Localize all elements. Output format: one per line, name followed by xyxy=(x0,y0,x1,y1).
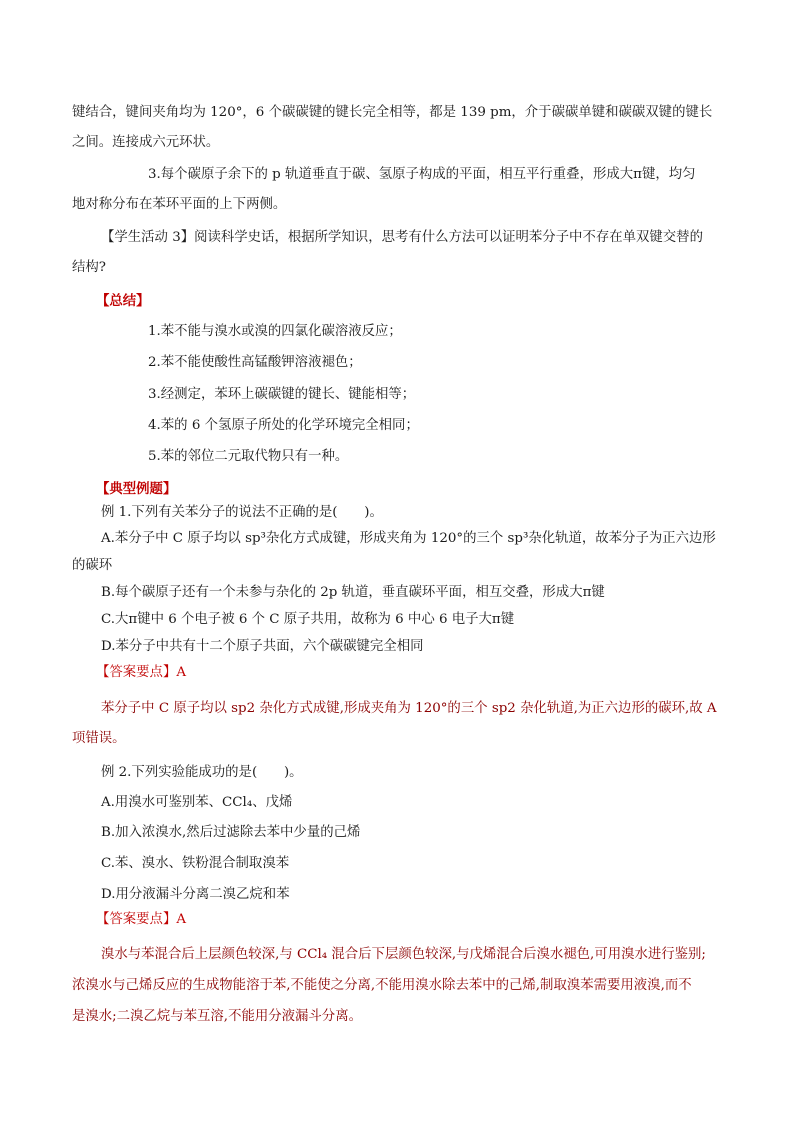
example-1-option-b: B.每个碳原子还有一个未参与杂化的 2p 轨道，垂直碳环平面，相互交叠，形成大π键 xyxy=(101,585,605,600)
example-2-option-c: C.苯、溴水、铁粉混合制取溴苯 xyxy=(101,856,290,871)
example-1-stem: 例 1.下列有关苯分子的说法不正确的是( )。 xyxy=(101,505,383,520)
intro-line-2: 之间。连接成六元环状。 xyxy=(72,135,220,150)
point-3-line-2: 地对称分布在苯环平面的上下两侧。 xyxy=(72,197,287,212)
example-1-option-d: D.苯分子中共有十二个原子共面，六个碳碳键完全相同 xyxy=(101,639,424,654)
example-2-explanation-line-3: 是溴水;二溴乙烷与苯互溶,不能用分液漏斗分离。 xyxy=(72,1009,362,1024)
example-2-option-a: A.用溴水可鉴别苯、CCl₄、戊烯 xyxy=(101,795,293,810)
student-activity-line-1: 【学生活动 3】阅读科学史话，根据所学知识，思考有什么方法可以证明苯分子中不存在单双键交替的 xyxy=(101,230,703,245)
example-2-answer-label: 【答案要点】A xyxy=(96,912,187,927)
example-1-explanation-line-2: 项错误。 xyxy=(72,731,126,746)
summary-item-5: 5.苯的邻位二元取代物只有一种。 xyxy=(148,449,349,464)
example-2-explanation-line-2: 浓溴水与己烯反应的生成物能溶于苯,不能使之分离,不能用溴水除去苯中的己烯,制取溴苯需要用液溴,而不 xyxy=(72,978,692,993)
student-activity-line-2: 结构? xyxy=(72,260,106,275)
example-2-stem: 例 2.下列实验能成功的是( )。 xyxy=(101,765,303,780)
example-1-option-a-line-2: 的碳环 xyxy=(72,558,113,573)
example-2-explanation-line-1: 溴水与苯混合后上层颜色较深,与 CCl₄ 混合后下层颜色较深,与戊烯混合后溴水褪色,可用溴水进行鉴别; xyxy=(101,947,706,962)
example-2-option-d: D.用分液漏斗分离二溴乙烷和苯 xyxy=(101,887,290,902)
example-1-explanation-line-1: 苯分子中 C 原子均以 sp2 杂化方式成键,形成夹角为 120°的三个 sp2 杂化轨道,为正六边形的碳环,故 A xyxy=(101,701,717,716)
summary-item-1: 1.苯不能与溴水或溴的四氯化碳溶液反应； xyxy=(148,324,402,339)
summary-item-3: 3.经测定，苯环上碳碳键的键长、键能相等； xyxy=(148,387,416,402)
intro-line-1: 键结合，键间夹角均为 120°，6 个碳碳键的键长完全相等，都是 139 pm，介于碳碳单键和碳碳双键的键长 xyxy=(72,105,713,120)
examples-heading: 【典型例题】 xyxy=(96,481,177,497)
example-2-option-b: B.加入浓溴水,然后过滤除去苯中少量的己烯 xyxy=(101,825,361,840)
example-1-answer-label: 【答案要点】A xyxy=(96,665,187,680)
summary-item-2: 2.苯不能使酸性高锰酸钾溶液褪色； xyxy=(148,355,362,370)
point-3-line-1: 3.每个碳原子余下的 p 轨道垂直于碳、氢原子构成的平面，相互平行重叠，形成大π键，均匀 xyxy=(148,167,696,182)
example-1-option-a-line-1: A.苯分子中 C 原子均以 sp³杂化方式成键，形成夹角为 120°的三个 sp³杂化轨道，故苯分子为正六边形 xyxy=(101,531,716,546)
summary-item-4: 4.苯的 6 个氢原子所处的化学环境完全相同； xyxy=(148,418,419,433)
summary-heading: 【总结】 xyxy=(96,293,150,309)
example-1-option-c: C.大π键中 6 个电子被 6 个 C 原子共用，故称为 6 中心 6 电子大π键 xyxy=(101,612,515,627)
